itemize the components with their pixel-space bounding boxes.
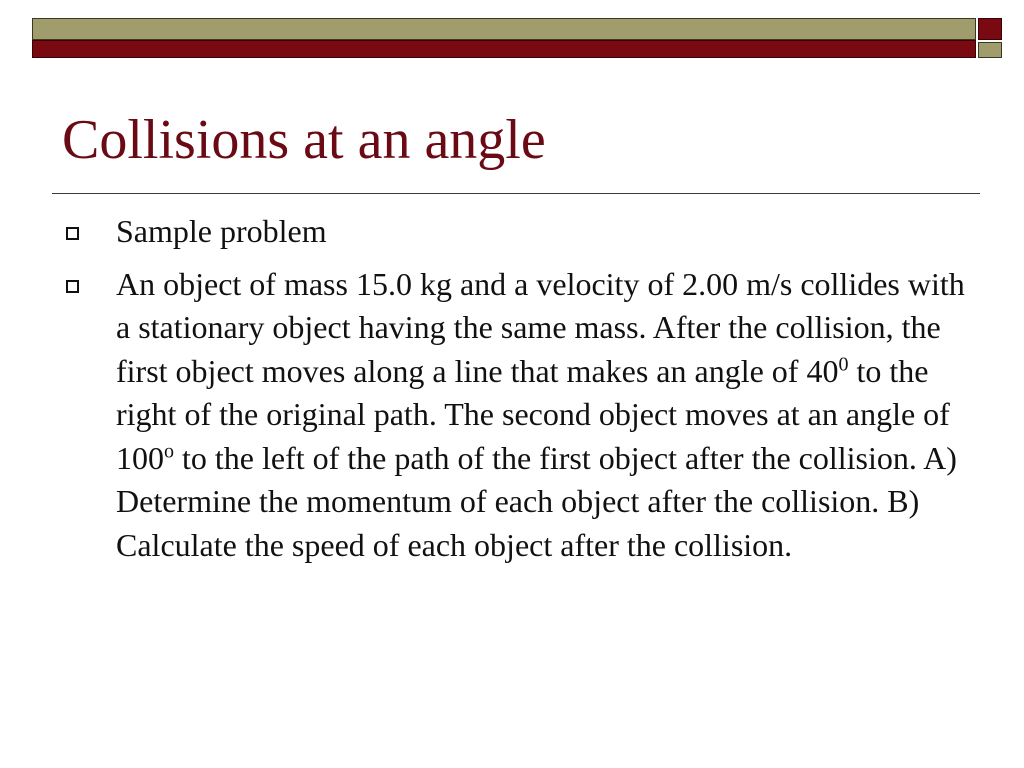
degree-superscript: o bbox=[164, 439, 174, 462]
slide-title: Collisions at an angle bbox=[62, 109, 546, 171]
title-divider bbox=[52, 193, 980, 194]
header-band-maroon bbox=[32, 40, 976, 58]
hollow-square-bullet-icon bbox=[66, 227, 79, 240]
bullet-text: Sample problem bbox=[116, 213, 327, 249]
header-band-olive bbox=[32, 18, 976, 40]
bullet-text-part: to the right of the original path. The second object moves at an angle of 100 bbox=[116, 352, 950, 476]
bullet-item bbox=[64, 263, 974, 568]
hollow-square-bullet-icon bbox=[66, 280, 79, 293]
bullet-text-part: to the left of the path of the first object after the collision. A) Determine the momentum of each object after the collision. B) Calculate the speed of each object after the collision. bbox=[116, 439, 957, 563]
bullet-item bbox=[64, 210, 974, 254]
degree-superscript: 0 bbox=[838, 352, 849, 375]
bullet-list bbox=[64, 210, 974, 576]
header-corner-maroon-square bbox=[978, 18, 1002, 40]
bullet-text-part: An object of mass 15.0 kg and a velocity of 2.00 m/s collides with a stationary object having the same mass. After the collision, the first object moves along a line that makes an angle of 40 bbox=[116, 265, 965, 389]
header-corner-olive-square bbox=[978, 42, 1002, 58]
